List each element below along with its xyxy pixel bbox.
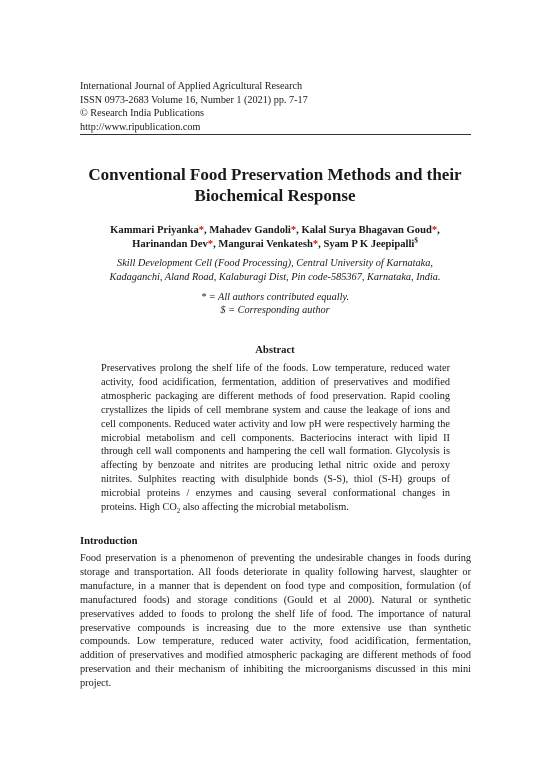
author-line-2	[60, 238, 490, 252]
author-separator: ,	[318, 239, 324, 250]
affiliation-line-1: Skill Development Cell (Food Processing), Central University of Karnataka,	[117, 258, 433, 269]
abstract-body	[101, 362, 450, 519]
journal-name: International Journal of Applied Agricultural Research	[80, 81, 303, 92]
author-name: Harinandan Dev	[132, 239, 208, 250]
author-star: *	[207, 239, 214, 250]
author-star: *	[198, 225, 205, 236]
author-name: Kalal Surya Bhagavan Goud	[301, 225, 432, 236]
paper-title	[60, 164, 490, 206]
author-name: Mangurai Venkatesh	[218, 239, 313, 250]
author-list	[60, 224, 490, 252]
author-separator: ,	[213, 239, 219, 250]
author-line-1	[60, 224, 490, 238]
title-line-2: Biochemical Response	[194, 186, 356, 205]
affiliation-line-2: Kadaganchi, Aland Road, Kalaburagi Dist, Pin code-585367, Karnataka, India.	[109, 272, 441, 283]
journal-url[interactable]: http://www.ripublication.com	[80, 121, 201, 133]
introduction-body: Food preservation is a phenomenon of preventing the undesirable changes in foods during storage and transportation. All foods deteriorate in quality following harvest, slaughter or manufacture, in a manner that is dependent on food type and composition, formulation (of manufactured foods) and storage conditions (Gould et al 2000). Natural or synthetic preservatives added to foods to prolong the shelf life of food. The importance of natural preservative compounds is increasing due to the more extensive use than synthetic compounds. Low temperature, reduced water activity, food acidification, fermentation, addition of preservatives and modified atmospheric packaging are different methods of food preservation and their mechanism of inhibiting the microorganisms discussed in this mini project.	[80, 553, 471, 690]
author-notes	[60, 291, 490, 317]
author-name: Mahadev Gandoli	[209, 225, 291, 236]
title-line-1: Conventional Food Preservation Methods and their	[88, 165, 462, 184]
author-separator: ,	[296, 225, 302, 236]
abstract-text: Preservatives prolong the shelf life of the foods. Low temperature, reduced water activity, food acidification, fermentation, addition of preservatives and modified atmospheric packaging are different methods of food preservation. Rapid cooling crystallizes the lipids of cell membrane system and cause the leakage of ions and cell components. Reduced water activity and low pH were respectively harming the microbial metabolism and cell components. Bacteriocins interact with lipid II through cell wall components and hampering the cell wall formation. Glycolysis is affecting by benzoate and nitrites are producing lethal nitric oxide and peroxy nitrites. Sulphites reacting with disulphide bonds (S-S), thiol (S-H) groups of microbial proteins / enzymes and causing several conformational changes in proteins. High CO	[101, 363, 450, 514]
author-star: *	[290, 225, 297, 236]
corresponding-author-note: $ = Corresponding author	[220, 305, 330, 316]
author-star: *	[312, 239, 319, 250]
equal-contribution-note: * = All authors contributed equally.	[200, 292, 350, 303]
affiliation	[60, 257, 490, 285]
author-star: *	[431, 225, 438, 236]
author-separator: ,	[204, 225, 210, 236]
introduction-heading: Introduction	[80, 536, 138, 547]
author-name: Syam P K Jeepipalli	[323, 239, 415, 250]
journal-issn: ISSN 0973-2683 Volume 16, Number 1 (2021) pp. 7-17	[80, 94, 308, 106]
journal-publisher: © Research India Publications	[80, 108, 205, 119]
abstract-text-end: also affecting the microbial metabolism.	[180, 502, 349, 514]
header-divider	[80, 134, 471, 135]
abstract-heading: Abstract	[255, 345, 295, 356]
co2-subscript: 2	[176, 507, 181, 516]
author-separator: ,	[437, 225, 440, 236]
journal-header	[80, 80, 470, 134]
corresponding-mark: $	[414, 236, 418, 245]
author-name: Kammari Priyanka	[110, 225, 199, 236]
